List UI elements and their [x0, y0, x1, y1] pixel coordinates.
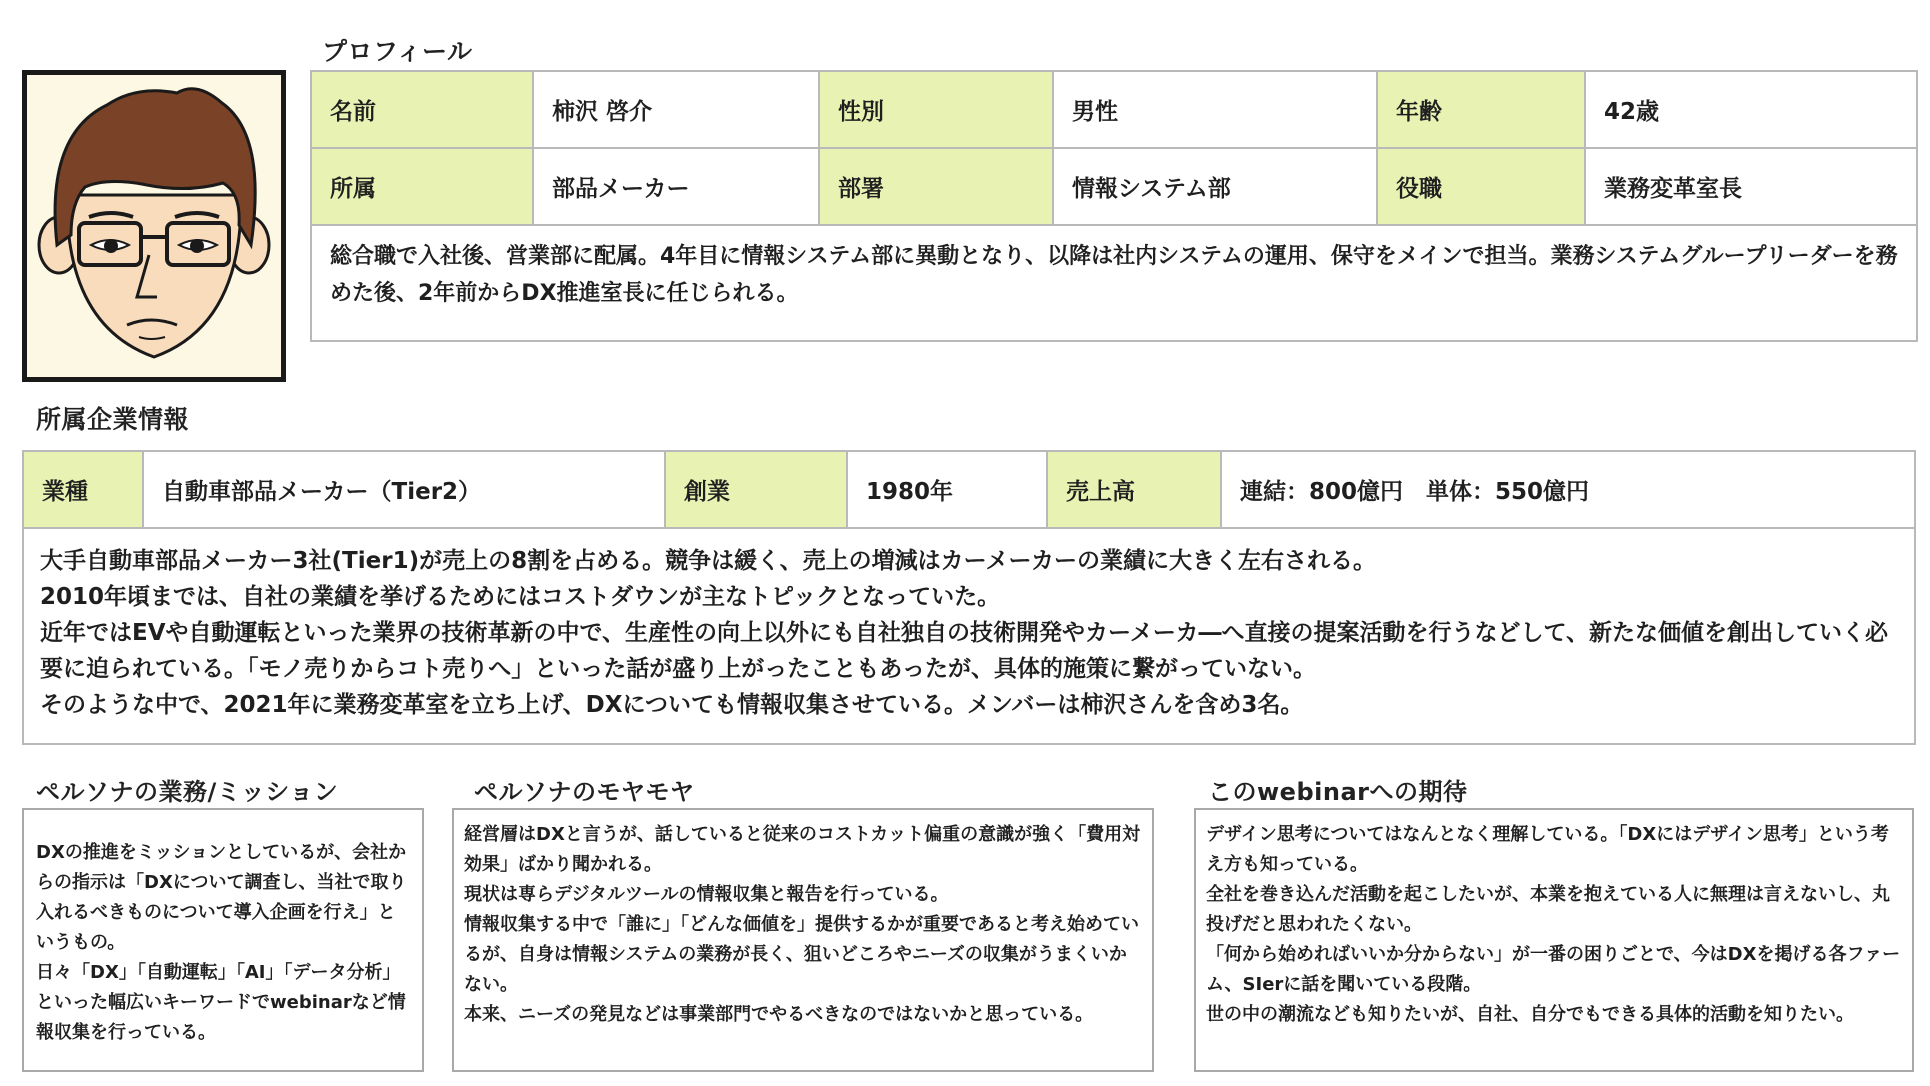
department-label: 部署 — [819, 148, 1053, 225]
company-row — [23, 451, 1915, 528]
expectations-line: デザイン思考についてはなんとなく理解している。「DXにはデザイン思考」という考え方も知っている。 — [1206, 824, 1889, 875]
profile-description: 総合職で入社後、営業部に配属。4年目に情報システム部に異動となり、以降は社内システムの運用、保守をメインで担当。業務システムグループリーダーを務めた後、2年前からDX推進室長に任じられる。 — [311, 225, 1917, 341]
industry-label: 業種 — [23, 451, 143, 528]
concerns-line: 情報収集する中で「誰に」「どんな価値を」提供するかが重要であると考え始めているが、自身は情報システムの業務が長く、狙いどころやニーズの収集がうまくいかない。 — [464, 914, 1139, 995]
industry-value: 自動車部品メーカー（Tier2） — [143, 451, 665, 528]
expectations-line: 「何から始めればいいか分からない」が一番の困りごとで、今はDXを掲げる各ファーム、SIerに話を聞いている段階。 — [1206, 944, 1901, 995]
profile-table — [310, 70, 1918, 342]
company-table — [22, 450, 1916, 745]
concerns-line: 現状は専らデジタルツールの情報収集と報告を行っている。 — [464, 884, 949, 905]
mission-box — [22, 808, 424, 1072]
expectations-box — [1194, 808, 1914, 1072]
founded-label: 創業 — [665, 451, 847, 528]
position-label: 役職 — [1377, 148, 1585, 225]
company-title: 所属企業情報 — [36, 405, 190, 434]
age-label: 年齢 — [1377, 71, 1585, 148]
age-value: 42歳 — [1585, 71, 1917, 148]
profile-row-2 — [311, 148, 1917, 225]
affiliation-label: 所属 — [311, 148, 533, 225]
affiliation-value: 部品メーカー — [533, 148, 819, 225]
company-line: 大手自動車部品メーカー3社(Tier1)が売上の8割を占める。競争は緩く、売上の増減はカーメーカーの業績に大きく左右される。 — [40, 548, 1377, 574]
revenue-value: 連結：800億円 単体：550億円 — [1221, 451, 1915, 528]
gender-label: 性別 — [819, 71, 1053, 148]
department-value: 情報システム部 — [1053, 148, 1377, 225]
name-label: 名前 — [311, 71, 533, 148]
company-description-row — [23, 528, 1915, 744]
company-line: 近年ではEVや自動運転といった業界の技術革新の中で、生産性の向上以外にも自社独自の技術開発やカーメーカ―へ直接の提案活動を行うなどして、新たな価値を創出していく必要に迫られている。「モノ売りからコト売りへ」といった話が盛り上がったこともあったが、具体的施策に繋がっていない。 — [40, 620, 1888, 682]
concerns-line: 経営層はDXと言うが、話していると従来のコストカット偏重の意識が強く「費用対効果」ばかり聞かれる。 — [464, 824, 1141, 875]
expectations-line: 世の中の潮流なども知りたいが、自社、自分でもできる具体的活動を知りたい。 — [1206, 1004, 1854, 1025]
position-value: 業務変革室長 — [1585, 148, 1917, 225]
expectations-title: このwebinarへの期待 — [1208, 778, 1468, 806]
concerns-line: 本来、ニーズの発見などは事業部門でやるべきなのではないかと思っている。 — [464, 1004, 1094, 1025]
profile-title: プロフィール — [322, 37, 473, 66]
profile-row-1 — [311, 71, 1917, 148]
mission-title: ペルソナの業務/ミッション — [36, 778, 339, 806]
concerns-box — [452, 808, 1154, 1072]
company-line: そのような中で、2021年に業務変革室を立ち上げ、DXについても情報収集させている。メンバーは柿沢さんを含め3名。 — [40, 692, 1304, 718]
company-description — [23, 528, 1915, 744]
profile-row-3 — [311, 225, 1917, 341]
avatar-illustration — [27, 75, 281, 377]
concerns-title: ペルソナのモヤモヤ — [474, 778, 695, 806]
founded-value: 1980年 — [847, 451, 1047, 528]
company-line: 2010年頃までは、自社の業績を挙げるためにはコストダウンが主なトピックとなっていた。 — [40, 584, 1001, 610]
name-value: 柿沢 啓介 — [533, 71, 819, 148]
revenue-label: 売上高 — [1047, 451, 1221, 528]
gender-value: 男性 — [1053, 71, 1377, 148]
expectations-line: 全社を巻き込んだ活動を起こしたいが、本業を抱えている人に無理は言えないし、丸投げだと思われたくない。 — [1206, 884, 1890, 935]
mission-line: 日々「DX」「自動運転」「AI」「データ分析」といった幅広いキーワードでwebinarなど情報収集を行っている。 — [36, 962, 406, 1043]
persona-avatar — [22, 70, 286, 382]
mission-line: DXの推進をミッションとしているが、会社からの指示は「DXについて調査し、当社で取り入れるべきものについて導入企画を行え」というもの。 — [36, 842, 407, 953]
